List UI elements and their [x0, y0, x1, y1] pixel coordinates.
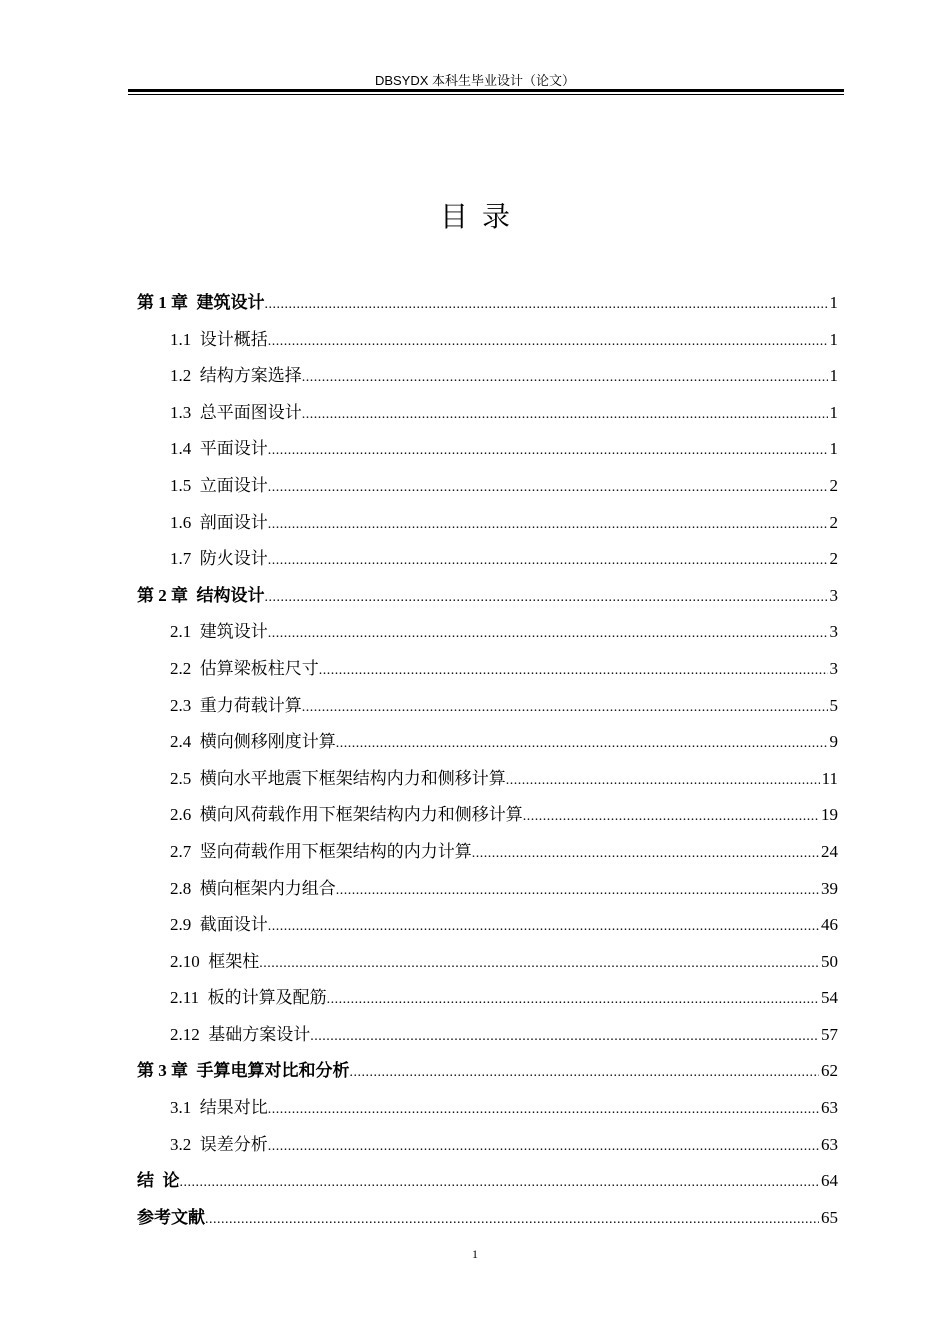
toc-entry-label: 第 1 章 建筑设计	[137, 293, 265, 312]
toc-entry-label: 2.9 截面设计	[170, 915, 268, 935]
toc-entry-label: 2.10 框架柱	[170, 951, 260, 971]
toc-dot-leader	[268, 626, 828, 642]
toc-entry-page: 39	[821, 878, 838, 898]
toc-dot-leader	[268, 553, 828, 569]
toc-section-entry[interactable]	[137, 434, 838, 471]
toc-entry-page: 1	[829, 329, 838, 349]
toc-entry-page: 54	[821, 988, 838, 1008]
toc-entry-label: 参考文献	[137, 1207, 205, 1227]
toc-section-entry[interactable]	[137, 910, 838, 947]
toc-entry-page: 19	[821, 805, 838, 825]
toc-dot-leader	[336, 883, 819, 899]
toc-section-entry[interactable]	[137, 691, 838, 728]
toc-section-entry[interactable]	[137, 727, 838, 764]
toc-entry-page: 57	[821, 1024, 838, 1044]
toc-dot-leader	[350, 1065, 820, 1081]
toc-entry-page: 11	[821, 768, 838, 788]
toc-entry-page: 46	[821, 915, 838, 935]
toc-dot-leader	[302, 370, 828, 386]
toc-dot-leader	[268, 443, 828, 459]
toc-chapter-entry[interactable]	[137, 1203, 838, 1240]
toc-section-entry[interactable]	[137, 1093, 838, 1130]
toc-entry-label: 2.7 竖向荷载作用下框架结构的内力计算	[170, 841, 472, 861]
header-rule-thick	[128, 89, 844, 92]
toc-entry-page: 9	[829, 732, 838, 752]
toc-section-entry[interactable]	[137, 837, 838, 874]
toc-dot-leader	[268, 1139, 819, 1155]
toc-section-entry[interactable]	[137, 398, 838, 435]
toc-entry-label: 2.4 横向侧移刚度计算	[170, 732, 336, 752]
toc-entry-label: 2.2 估算梁板柱尺寸	[170, 658, 319, 678]
toc-dot-leader	[268, 517, 828, 533]
toc-dot-leader	[506, 773, 820, 789]
toc-dot-leader	[327, 992, 819, 1008]
toc-entry-label: 3.1 结果对比	[170, 1098, 268, 1118]
toc-dot-leader	[205, 1212, 819, 1228]
toc-section-entry[interactable]	[137, 325, 838, 362]
toc-entry-page: 3	[829, 622, 838, 642]
toc-entry-page: 62	[821, 1061, 838, 1081]
toc-entry-label: 1.2 结构方案选择	[170, 366, 302, 386]
toc-dot-leader	[180, 1175, 820, 1191]
toc-entry-page: 3	[829, 658, 838, 678]
page-header: DBSYDX 本科生毕业设计（论文）	[374, 73, 576, 88]
toc-entry-label: 结 论	[137, 1171, 180, 1191]
table-of-contents	[137, 288, 838, 1239]
toc-section-entry[interactable]	[137, 874, 838, 911]
toc-dot-leader	[319, 663, 828, 679]
toc-entry-page: 5	[829, 695, 838, 715]
toc-entry-label: 2.12 基础方案设计	[170, 1024, 311, 1044]
toc-entry-page: 3	[829, 585, 838, 605]
toc-entry-label: 1.6 剖面设计	[170, 512, 268, 532]
toc-entry-label: 第 2 章 结构设计	[137, 585, 265, 605]
toc-entry-label: 2.11 板的计算及配筋	[170, 988, 327, 1008]
toc-entry-page: 1	[829, 439, 838, 459]
toc-entry-label: 2.3 重力荷载计算	[170, 695, 302, 715]
toc-entry-page: 1	[829, 293, 838, 312]
toc-section-entry[interactable]	[137, 508, 838, 545]
toc-entry-label: 第 3 章 手算电算对比和分析	[137, 1061, 350, 1081]
toc-title: 目录	[439, 202, 524, 233]
toc-section-entry[interactable]	[137, 654, 838, 691]
toc-chapter-entry[interactable]	[137, 581, 838, 618]
toc-chapter-entry[interactable]	[137, 1056, 838, 1093]
toc-entry-page: 65	[821, 1207, 838, 1227]
toc-section-entry[interactable]	[137, 1130, 838, 1167]
toc-dot-leader	[302, 407, 828, 423]
toc-section-entry[interactable]	[137, 361, 838, 398]
toc-chapter-entry[interactable]	[137, 1166, 838, 1203]
toc-entry-page: 2	[829, 475, 838, 495]
toc-dot-leader	[472, 846, 819, 862]
toc-dot-leader	[310, 1029, 819, 1045]
toc-dot-leader	[523, 809, 819, 825]
toc-dot-leader	[265, 590, 828, 606]
toc-dot-leader	[302, 700, 828, 716]
toc-section-entry[interactable]	[137, 544, 838, 581]
toc-dot-leader	[265, 297, 828, 313]
toc-section-entry[interactable]	[137, 764, 838, 801]
toc-entry-page: 50	[821, 951, 838, 971]
toc-entry-page: 2	[829, 512, 838, 532]
toc-entry-page: 1	[829, 402, 838, 422]
toc-entry-label: 1.5 立面设计	[170, 475, 268, 495]
toc-entry-page: 63	[821, 1134, 838, 1154]
toc-dot-leader	[259, 956, 819, 972]
toc-dot-leader	[268, 919, 819, 935]
toc-entry-page: 64	[821, 1171, 838, 1191]
toc-dot-leader	[268, 334, 828, 350]
toc-entry-page: 1	[829, 366, 838, 386]
toc-entry-label: 1.3 总平面图设计	[170, 402, 302, 422]
toc-entry-page: 24	[821, 841, 838, 861]
toc-entry-label: 2.8 横向框架内力组合	[170, 878, 336, 898]
toc-section-entry[interactable]	[137, 800, 838, 837]
toc-section-entry[interactable]	[137, 471, 838, 508]
toc-chapter-entry[interactable]	[137, 288, 838, 325]
toc-entry-page: 2	[829, 549, 838, 569]
toc-entry-label: 3.2 误差分析	[170, 1134, 268, 1154]
toc-section-entry[interactable]	[137, 617, 838, 654]
toc-entry-label: 1.4 平面设计	[170, 439, 268, 459]
toc-entry-label: 2.5 横向水平地震下框架结构内力和侧移计算	[170, 768, 506, 788]
toc-dot-leader	[268, 480, 828, 496]
toc-section-entry[interactable]	[137, 947, 838, 984]
toc-entry-label: 2.1 建筑设计	[170, 622, 268, 642]
toc-dot-leader	[336, 736, 828, 752]
header-rule-thin	[128, 94, 844, 95]
toc-dot-leader	[268, 1102, 819, 1118]
toc-section-entry[interactable]	[137, 1020, 838, 1057]
page-number: 1	[472, 1247, 478, 1261]
toc-entry-page: 63	[821, 1098, 838, 1118]
toc-entry-label: 2.6 横向风荷载作用下框架结构内力和侧移计算	[170, 805, 523, 825]
toc-entry-label: 1.7 防火设计	[170, 549, 268, 569]
toc-section-entry[interactable]	[137, 983, 838, 1020]
toc-entry-label: 1.1 设计概括	[170, 329, 268, 349]
